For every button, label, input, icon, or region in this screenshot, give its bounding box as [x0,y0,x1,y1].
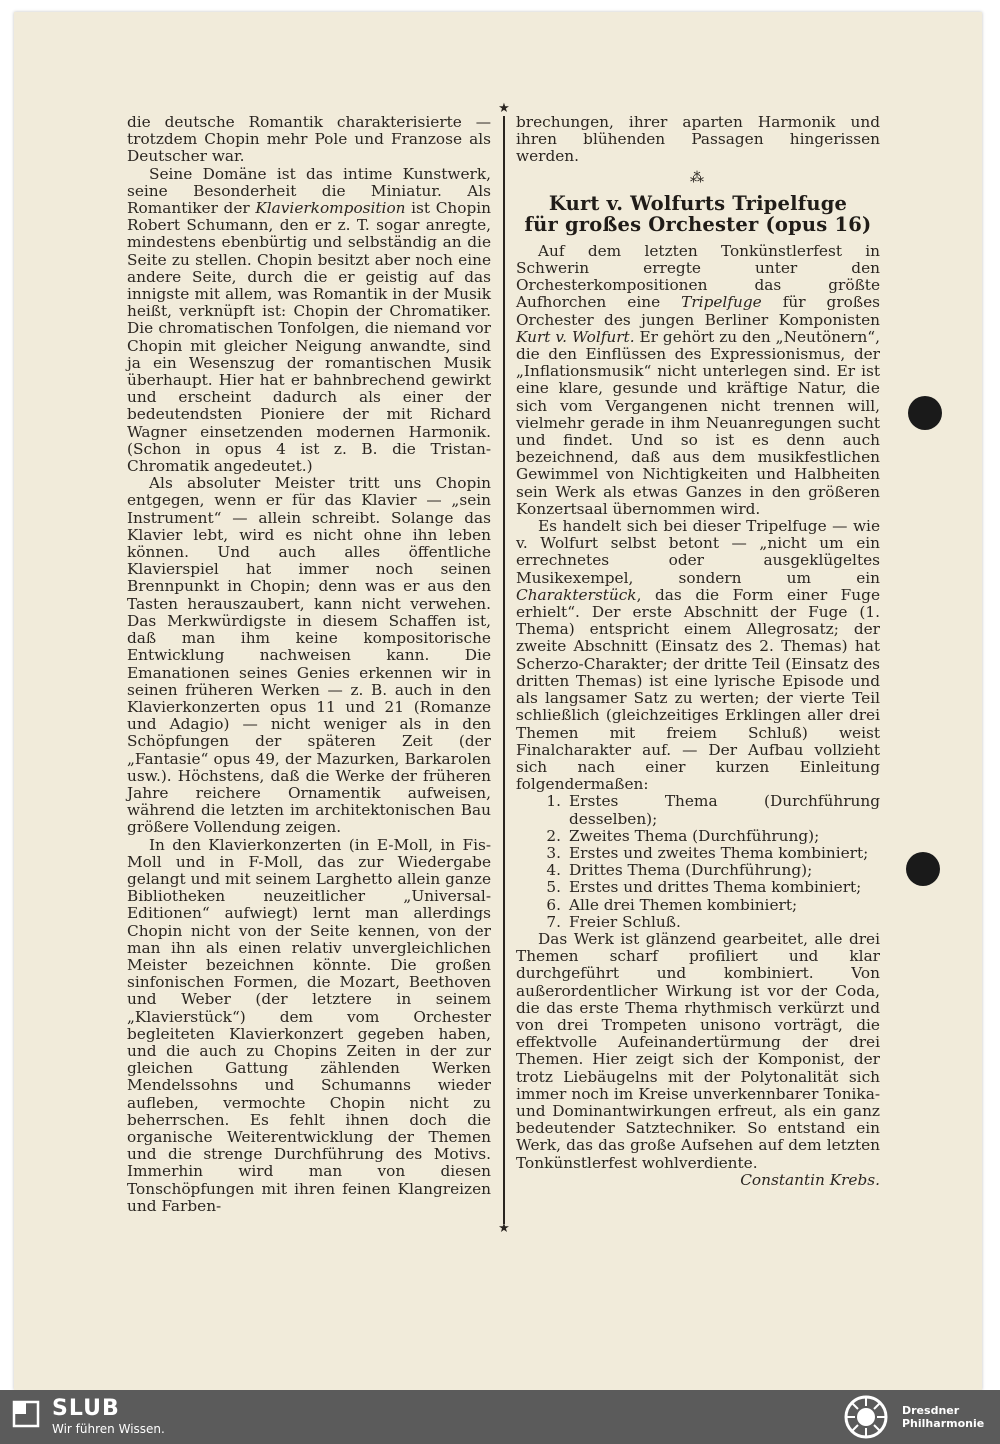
author-name: Constantin Krebs. [740,1170,880,1189]
punch-hole [908,396,942,430]
left-paragraph-1: die deutsche Romantik charakterisierte — trotzdem Chopin mehr Pole und Franzose als Deutscher war. [127,113,491,166]
list-item: 4. Drittes Thema (Durchführung); [546,861,813,880]
star-ornament-icon: ★ [498,1221,510,1236]
star-ornament-icon: ★ [498,101,510,116]
footer-bar [0,1390,1000,1444]
article-title [516,193,880,235]
article-title-line-1: Kurt v. Wolfurts Tripelfuge [548,191,848,215]
right-paragraph-1: Auf dem letzten Tonkünstlerfest in Schwerin erregte unter den Orchesterkompositionen das größte Aufhorchen eine Tripelfuge für großes Orchester des jungen Berliner Komponisten Kurt v. Wolfurt. Er gehört zu den „Neutönern“, die den Einflüssen des Expressionismus, der „Inflationsmusik“ nicht unterlegen sind. Er ist eine klare, gesunde und kräftige Natur, die sich vom Vergangenen nicht trennen will, vielmehr gerade in ihm Neuanregungen sucht und findet. Und so ist es denn auch bezeichnend, daß aus dem musikfestlichen Gewimmel von Nichtigkeiten und Halbheiten sein Werk als etwas Ganzes in den größeren Konzertsaal übernommen wird. [516,241,880,518]
right-column [516,114,880,1189]
dresdner-philharmonie-logo-icon [842,1394,890,1440]
list-item: 2. Zweites Thema (Durchführung); [546,826,820,845]
left-paragraph-4: In den Klavierkonzerten (in E-Moll, in Fis-Moll und in F-Moll, das zur Wiedergabe gelangt und mit seinem Larghetto allein ganze Bibliotheken neuzeitlicher „Universal-Editionen“ aufwiegt) lernt man allerdings Chopin nicht von der Seite kennen, von der man ihn als einen relativ unvergleichlichen Meister bezeichnen könnte. Die großen sinfonischen Formen, die Mozart, Beethoven und Weber (der letztere in seinem „Klavierstück“) dem vom Orchester begleiteten Klavierkonzert gegeben haben, und die auch zu Chopins Zeiten in der zur gleichen Gattung zählenden Werken Mendelssohns und Schumanns wieder aufleben, vermochte Chopin nicht zu beherrschen. Es fehlt ihnen doch die organische Weiterentwicklung der Themen und die strenge Durchführung des Motivs. Immerhin wird man von diesen Tonschöpfungen mit ihren feinen Klangreizen und Farben- [127,835,491,1215]
right-paragraph-2: Es handelt sich bei dieser Tripelfuge — wie v. Wolfurt selbst betont — „nicht um ein errechnetes oder ausgeklügeltes Musikexempel, sondern um ein Charakterstück, das die Form einer Fuge erhielt“. Der erste Abschnitt der Fuge (1. Thema) entspricht einem Allegrosatz; der zweite Abschnitt (Einsatz des 2. Themas) hat Scherzo-Charakter; der dritte Teil (Einsatz des dritten Themas) ist eine lyrische Episode und als langsamer Satz zu werten; der vierte Teil schließlich (gleichzeitiges Erklingen aller drei Themen mit freiem Schluß) weist Finalcharakter auf. — Der Aufbau vollzieht sich nach einer kurzen Einleitung folgendermaßen: [516,517,880,794]
left-paragraph-3: Als absoluter Meister tritt uns Chopin entgegen, wenn er für das Klavier — „sein Instrument“ — allein schreibt. Solange das Klavier lebt, wird es nicht ohne ihn leben können. Und auch alles öffentliche Klavierspiel hat immer noch seinen Brennpunkt in Chopin; denn was er aus den Tasten herauszaubert, kann nicht verwehen. Das Merkwürdigste in diesem Schaffen ist, daß man ihm keine kompositorische Entwicklung nachweisen kann. Die Emanationen seines Genies erkennen wir in seinen früheren Werken — z. B. auch in den Klavierkonzerten opus 11 und 21 (Romanze und Adagio) — nicht weniger als in den Schöpfungen der späteren Zeit (der „Fantasie“ opus 49, der Mazurken, Barkarolen usw.). Höchstens, daß die Werke der früheren Jahre reichere Ornamentik aufweisen, während die letzten im architektonischen Bau größere Vollendung zeigen. [127,474,491,837]
list-item: 5. Erstes und drittes Thema kombiniert; [546,878,862,897]
list-item: 7. Freier Schluß. [546,912,681,931]
footer-tagline: Wir führen Wissen. [52,1422,165,1436]
author-signature-line [516,1172,880,1189]
list-item: 1. Erstes Thema (Durchführung desselben); [546,792,880,828]
asterism-ornament-icon: ⁂ [690,169,706,186]
punch-hole [906,852,940,886]
structure-list [516,793,880,931]
left-column [127,114,491,1215]
list-item: 3. Erstes und zweites Thema kombiniert; [546,843,869,862]
right-continuation: brechungen, ihrer aparten Harmonik und ihren blühenden Passagen hingerissen werden. [516,113,880,166]
article-title-line-2: für großes Orchester (opus 16) [524,212,872,236]
list-item: 6. Alle drei Themen kombiniert; [546,895,798,914]
left-paragraph-2: Seine Domäne ist das intime Kunstwerk, seine Besonderheit die Miniatur. Als Romantiker der Klavierkomposition ist Chopin Robert Schumann, den er z. T. sogar anregte, mindestens ebenbürtig und selbständig an die Seite zu stellen. Chopin besitzt aber noch eine andere Seite, durch die er geistig auf das innigste mit allem, was Romantik in der Musik heißt, verknüpft ist: Chopin der Chromatiker. Die chromatischen Tonfolgen, die niemand vor Chopin mit gleicher Neigung anwandte, sind ja ein Wesenszug der romantischen Musik überhaupt. Hier hat er bahnbrechend gewirkt und erscheint dadurch als einer der bedeutendsten Pioniere der mit Richard Wagner einsetzenden modernen Harmonik. (Schon in opus 4 ist z. B. die Tristan-Chromatik angedeutet.) [127,164,492,476]
right-closing-paragraph: Das Werk ist glänzend gearbeitet, alle drei Themen scharf profiliert und klar durchgeführt und kombiniert. Von außerordentlicher Wirkung ist vor der Coda, die das erste Thema rhythmisch verkürzt und von drei Trompeten unisono vorträgt, die effektvolle Aufeinandertürmung der drei Themen. Hier zeigt sich der Komponist, der trotz Liebäugelns mit der Polytonalität sich immer noch im Kreise unverkennbarer Tonika- und Dominantwirkungen erfreut, als ein ganz bedeutender Satztechniker. So entstand ein Werk, das das große Aufsehen auf dem letzten Tonkünstlerfest wohlverdiente. [516,929,880,1172]
slub-logo-icon [12,1400,40,1428]
divider-line [503,116,505,1224]
footer-partner-name: Dresdner Philharmonie [902,1404,985,1430]
footer-brand: SLUB [52,1396,120,1421]
column-divider [498,101,510,1236]
